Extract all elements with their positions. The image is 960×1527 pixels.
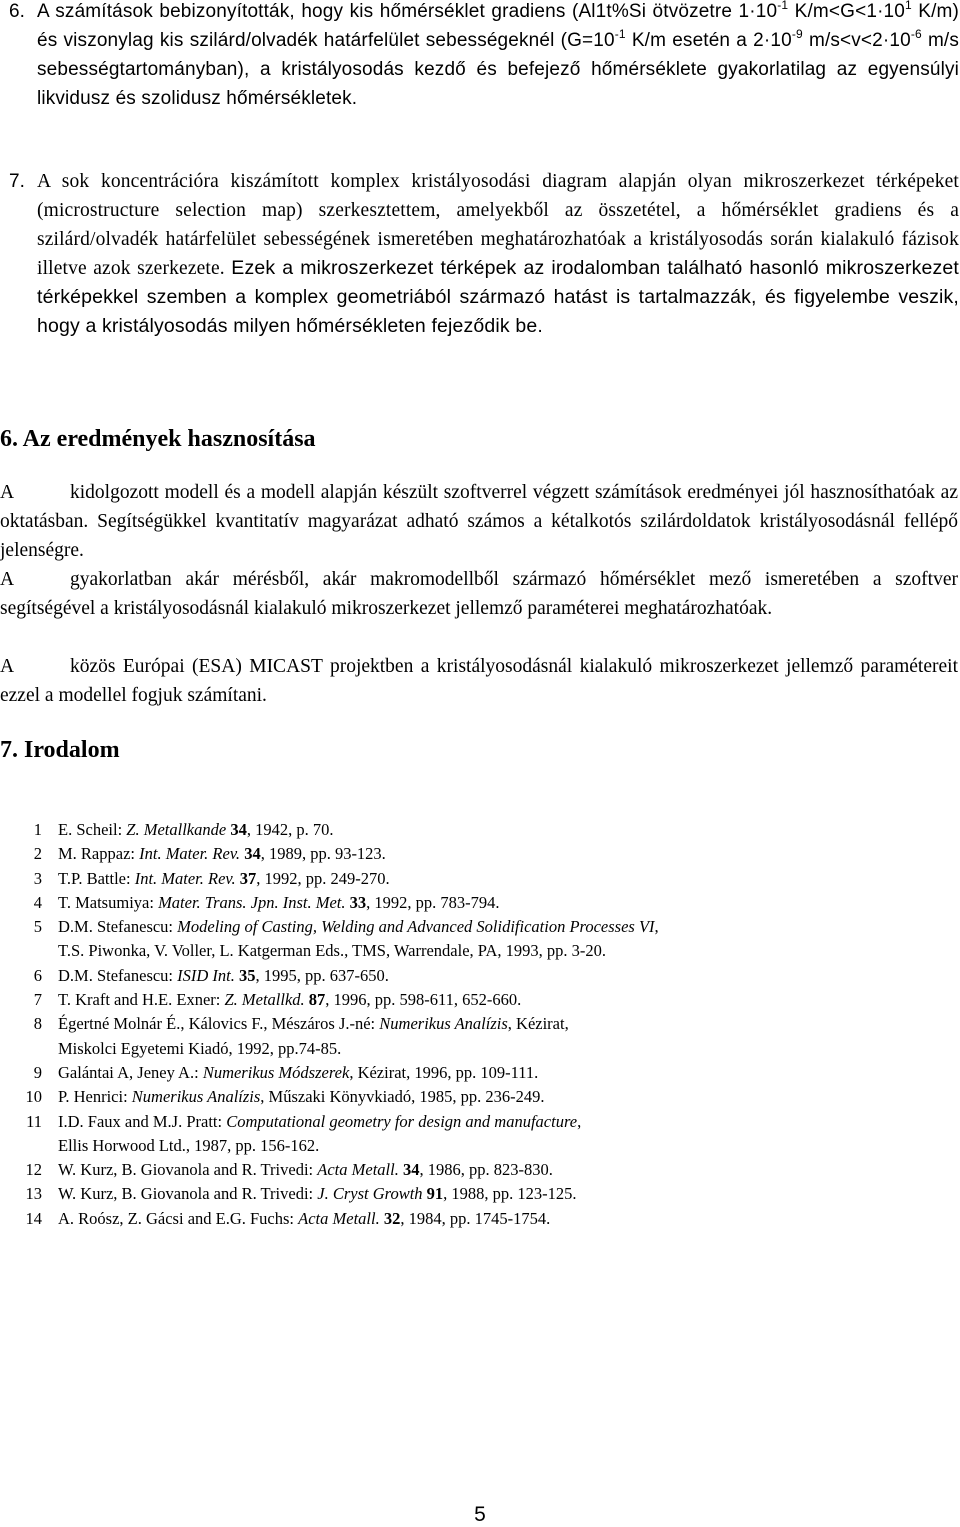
reference-item bbox=[0, 1085, 960, 1109]
reference-text: W. Kurz, B. Giovanola and R. Trivedi: J. Cryst Growth 91, 1988, pp. 123-125. bbox=[58, 1184, 577, 1204]
paragraph: A kidolgozott modell és a modell alapján készült szoftverrel végzett számítások eredményei jól hasznosíthatóak az oktatásban. Segítségükkel kvantitatív magyarázat adható számos a kétalkotós szilárdoldatok kristályosodásnál fellépő jelenségre. bbox=[0, 482, 958, 561]
page-number: 5 bbox=[474, 1503, 486, 1526]
reference-text: M. Rappaz: Int. Mater. Rev. 34, 1989, pp. 93-123. bbox=[58, 844, 386, 864]
reference-item bbox=[0, 1207, 960, 1231]
reference-number: 12 bbox=[25, 1160, 42, 1180]
reference-text: T.P. Battle: Int. Mater. Rev. 37, 1992, pp. 249-270. bbox=[58, 868, 390, 888]
reference-item bbox=[0, 964, 960, 988]
item-text: A számítások bebizonyították, hogy kis hőmérséklet gradiens (Al1t%Si ötvözetre $1\cdot 10^{-1}$ $K/m<G<1\cdot 10^1$ K/m) és viszonylag kis szilárd/olvadék határfelület sebességeknél ($G=10^{-1}$ K/m esetén a $2\cdot 10^{-9}$ $m/s<v<2\cdot 10^{-6}$ m/s sebességtartományban), a kristályosodás kezdő és befejező hőmérséklete gyakorlatilag az egyensúlyi likvidusz és szolidusz hőmérsékletek. bbox=[37, 0, 960, 109]
reference-item bbox=[0, 1110, 960, 1159]
reference-number: 8 bbox=[33, 1014, 42, 1034]
reference-text: Galántai A, Jeney A.: Numerikus Módszerek, Kézirat, 1996, pp. 109-111. bbox=[58, 1062, 539, 1082]
reference-number: 7 bbox=[33, 990, 42, 1010]
reference-text: T. Matsumiya: Mater. Trans. Jpn. Inst. Met. 33, 1992, pp. 783-794. bbox=[58, 892, 500, 912]
reference-number: 11 bbox=[26, 1111, 42, 1131]
reference-text: E. Scheil: Z. Metallkande 34, 1942, p. 70. bbox=[58, 820, 334, 839]
reference-item bbox=[0, 818, 960, 842]
reference-text: T. Kraft and H.E. Exner: Z. Metallkd. 87, 1996, pp. 598-611, 652-660. bbox=[58, 990, 522, 1010]
reference-number: 1 bbox=[33, 820, 42, 839]
paragraph: A gyakorlatban akár mérésből, akár makromodellből származó hőmérséklet mező ismeretében a szoftver segítségével a kristályosodásnál kialakuló mikroszerkezet jellemző paraméterei meghatározhatóak. bbox=[0, 569, 958, 619]
reference-item bbox=[0, 842, 960, 866]
result-item-6 bbox=[9, 0, 959, 113]
reference-text: I.D. Faux and M.J. Pratt: Computational geometry for design and manufacture, bbox=[58, 1111, 582, 1131]
reference-item bbox=[0, 1061, 960, 1085]
item-number: 7. bbox=[9, 171, 25, 192]
reference-item bbox=[0, 867, 960, 891]
reference-number: 9 bbox=[33, 1062, 42, 1082]
result-item-7 bbox=[9, 167, 959, 341]
reference-number: 6 bbox=[33, 965, 42, 985]
paragraph: A közös Európai (ESA) MICAST projektben a kristályosodásnál kialakuló mikroszerkezet jellemző paramétereit ezzel a modellel fogjuk számítani. bbox=[0, 656, 958, 706]
item-number: 6. bbox=[9, 1, 25, 22]
reference-number: 4 bbox=[33, 892, 42, 912]
reference-text-continued: Ellis Horwood Ltd., 1987, pp. 156-162. bbox=[58, 1135, 320, 1155]
reference-text-continued: T.S. Piwonka, V. Voller, L. Katgerman Eds., TMS, Warrendale, PA, 1993, pp. 3-20. bbox=[58, 941, 606, 961]
reference-text: D.M. Stefanescu: ISID Int. 35, 1995, pp. 637-650. bbox=[58, 965, 389, 985]
reference-number: 2 bbox=[33, 844, 42, 864]
section-heading: 6. Az eredmények hasznosítása bbox=[0, 426, 316, 452]
reference-text-continued: Miskolci Egyetemi Kiadó, 1992, pp.74-85. bbox=[58, 1038, 342, 1058]
reference-number: 3 bbox=[33, 868, 42, 888]
reference-text: Égertné Molnár É., Kálovics F., Mészáros J.-né: Numerikus Analízis, Kézirat, bbox=[58, 1014, 569, 1034]
reference-text: P. Henrici: Numerikus Analízis, Műszaki Könyvkiadó, 1985, pp. 236-249. bbox=[58, 1087, 545, 1107]
section-heading: 7. Irodalom bbox=[0, 737, 120, 763]
reference-text: A. Roósz, Z. Gácsi and E.G. Fuchs: Acta Metall. 32, 1984, pp. 1745-1754. bbox=[58, 1208, 551, 1228]
reference-number: 5 bbox=[33, 917, 42, 937]
reference-item bbox=[0, 915, 960, 964]
reference-item bbox=[0, 1182, 960, 1206]
reference-item bbox=[0, 1158, 960, 1182]
reference-text: D.M. Stefanescu: Modeling of Casting, Welding and Advanced Solidification Processes VI, bbox=[58, 917, 659, 937]
reference-number: 10 bbox=[25, 1087, 42, 1107]
reference-item bbox=[0, 988, 960, 1012]
reference-number: 14 bbox=[25, 1208, 42, 1228]
reference-item bbox=[0, 1012, 960, 1061]
item-text: A sok koncentrációra kiszámított komplex kristályosodási diagram alapján olyan mikroszerkezet térképeket (microstructure selection map) szerkesztettem, amelyekből az összetétel, a hőmérséklet gradiens és a szilárd/olvadék határfelület sebességének ismeretében meghatározhatóak a kristályosodás során kialakuló fázisok illetve azok szerkezete. Ezek a mikroszerkezet térképek az irodalomban található hasonló mikroszerkezet térképekkel szemben a komplex geometriából származó hatást is tartalmazzák, és figyelembe veszik, hogy a kristályosodás milyen hőmérsékleten fejeződik be. bbox=[37, 171, 959, 337]
reference-list bbox=[0, 818, 960, 1231]
reference-item bbox=[0, 891, 960, 915]
reference-number: 13 bbox=[25, 1184, 42, 1204]
reference-text: W. Kurz, B. Giovanola and R. Trivedi: Acta Metall. 34, 1986, pp. 823-830. bbox=[58, 1160, 553, 1180]
